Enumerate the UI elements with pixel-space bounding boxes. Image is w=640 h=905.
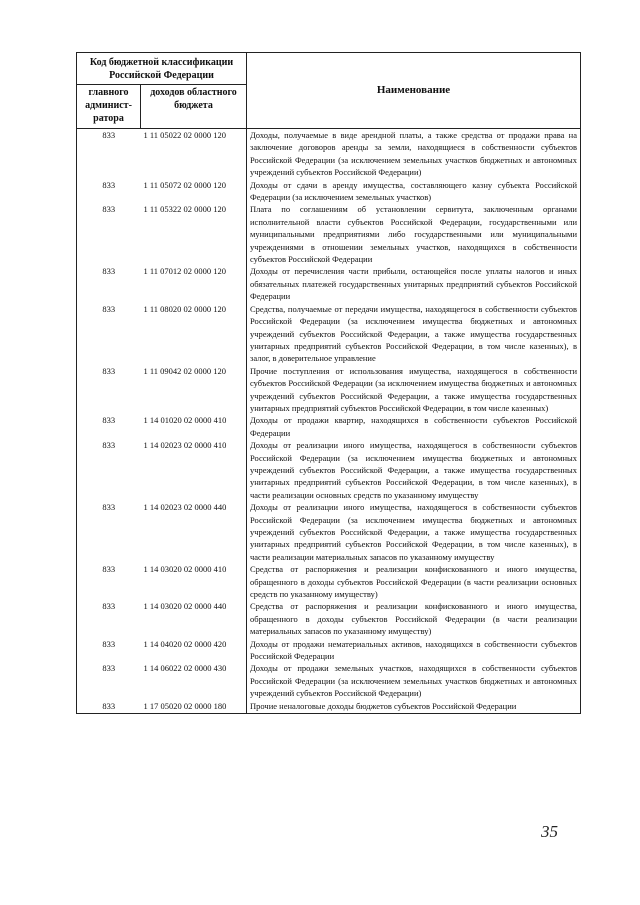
table-row [77, 414, 581, 439]
header-code-group: Код бюджетной классификации Российской Федерации [77, 53, 247, 85]
admin-code-cell: 833 [77, 365, 141, 415]
admin-code-cell: 833 [77, 129, 141, 179]
table-row [77, 265, 581, 302]
name-cell: Средства от распоряжения и реализации конфискованного и иного имущества, обращенного в доходы субъектов Российской Федерации (в части реализации материальных запасов по указанному имуществу) [247, 600, 581, 637]
table-row [77, 563, 581, 600]
table-row [77, 638, 581, 663]
income-code-cell: 1 11 05072 02 0000 120 [141, 179, 247, 204]
header-admin-column: главного админист-ратора [77, 85, 141, 129]
name-cell: Прочие неналоговые доходы бюджетов субъектов Российской Федерации [247, 700, 581, 714]
admin-code-cell: 833 [77, 414, 141, 439]
income-code-cell: 1 11 08020 02 0000 120 [141, 303, 247, 365]
income-code-cell: 1 17 05020 02 0000 180 [141, 700, 247, 714]
income-code-cell: 1 14 02023 02 0000 410 [141, 439, 247, 501]
budget-classification-table [76, 52, 581, 714]
name-cell: Плата по соглашениям об установлении сервитута, заключенным органами исполнительной власти субъектов Российской Федерации, государственными или муниципальными предприятиями либо государственными или муниципальными учреждениями в отношении земельных участков, находящихся в собственности субъектов Российской Федерации [247, 203, 581, 265]
name-cell: Доходы от продажи земельных участков, находящихся в собственности субъектов Российской Федерации (за исключением земельных участков бюджетных и автономных учреждений субъектов Российской Федерации) [247, 662, 581, 699]
table-body [77, 129, 581, 714]
name-cell: Средства от распоряжения и реализации конфискованного и иного имущества, обращенного в доходы субъектов Российской Федерации (в части реализации основных средств по указанному имуществу) [247, 563, 581, 600]
admin-code-cell: 833 [77, 265, 141, 302]
name-cell: Доходы от реализации иного имущества, находящегося в собственности субъектов Российской Федерации (за исключением имущества бюджетных и автономных учреждений субъектов Российской Федерации, а также имущества государственных унитарных предприятий субъектов Российской Федерации, в том числе казенных), в части реализации материальных запасов по указанному имуществу [247, 501, 581, 563]
admin-code-cell: 833 [77, 700, 141, 714]
name-cell: Доходы от перечисления части прибыли, остающейся после уплаты налогов и иных обязательных платежей государственных унитарных предприятий субъектов Российской Федерации [247, 265, 581, 302]
header-name: Наименование [247, 53, 581, 129]
income-code-cell: 1 14 06022 02 0000 430 [141, 662, 247, 699]
header-income-column: доходов областного бюджета [141, 85, 247, 129]
admin-code-cell: 833 [77, 600, 141, 637]
income-code-cell: 1 14 03020 02 0000 440 [141, 600, 247, 637]
income-code-cell: 1 14 02023 02 0000 440 [141, 501, 247, 563]
admin-code-cell: 833 [77, 179, 141, 204]
name-cell: Средства, получаемые от передачи имущества, находящегося в собственности субъектов Российской Федерации (за исключением имущества бюджетных и автономных учреждений субъектов Российской Федерации, а также имущества государственных унитарных предприятий субъектов Российской Федерации, в том числе казенных), в залог, в доверительное управление [247, 303, 581, 365]
name-cell: Доходы от сдачи в аренду имущества, составляющего казну субъекта Российской Федерации (за исключением земельных участков) [247, 179, 581, 204]
income-code-cell: 1 11 05022 02 0000 120 [141, 129, 247, 179]
name-cell: Прочие поступления от использования имущества, находящегося в собственности субъектов Российской Федерации (за исключением имущества бюджетных и автономных учреждений субъектов Российской Федерации, а также имущества государственных унитарных предприятий субъектов Российской Федерации, в том числе казенных) [247, 365, 581, 415]
table-row [77, 303, 581, 365]
admin-code-cell: 833 [77, 563, 141, 600]
income-code-cell: 1 11 05322 02 0000 120 [141, 203, 247, 265]
income-code-cell: 1 14 04020 02 0000 420 [141, 638, 247, 663]
table-row [77, 439, 581, 501]
admin-code-cell: 833 [77, 501, 141, 563]
income-code-cell: 1 14 03020 02 0000 410 [141, 563, 247, 600]
table-row [77, 129, 581, 179]
admin-code-cell: 833 [77, 303, 141, 365]
income-code-cell: 1 11 09042 02 0000 120 [141, 365, 247, 415]
name-cell: Доходы от продажи квартир, находящихся в собственности субъектов Российской Федерации [247, 414, 581, 439]
table-row [77, 662, 581, 699]
name-cell: Доходы от реализации иного имущества, находящегося в собственности субъектов Российской Федерации (за исключением имущества бюджетных и автономных учреждений субъектов Российской Федерации, а также имущества государственных унитарных предприятий субъектов Российской Федерации, в том числе казенных), в части реализации основных средств по указанному имуществу [247, 439, 581, 501]
name-cell: Доходы, получаемые в виде арендной платы, а также средства от продажи права на заключение договоров аренды за земли, находящиеся в собственности субъектов Российской Федерации (за исключением земельных участков бюджетных и автономных учреждений субъектов Российской Федерации) [247, 129, 581, 179]
admin-code-cell: 833 [77, 662, 141, 699]
table-row [77, 600, 581, 637]
table-row [77, 501, 581, 563]
income-code-cell: 1 14 01020 02 0000 410 [141, 414, 247, 439]
page-number: 35 [541, 822, 558, 841]
admin-code-cell: 833 [77, 638, 141, 663]
income-code-cell: 1 11 07012 02 0000 120 [141, 265, 247, 302]
budget-classification-document [76, 52, 581, 714]
name-cell: Доходы от продажи нематериальных активов, находящихся в собственности субъектов Российской Федерации [247, 638, 581, 663]
table-row [77, 179, 581, 204]
admin-code-cell: 833 [77, 203, 141, 265]
table-row [77, 365, 581, 415]
admin-code-cell: 833 [77, 439, 141, 501]
table-row [77, 700, 581, 714]
table-row [77, 203, 581, 265]
